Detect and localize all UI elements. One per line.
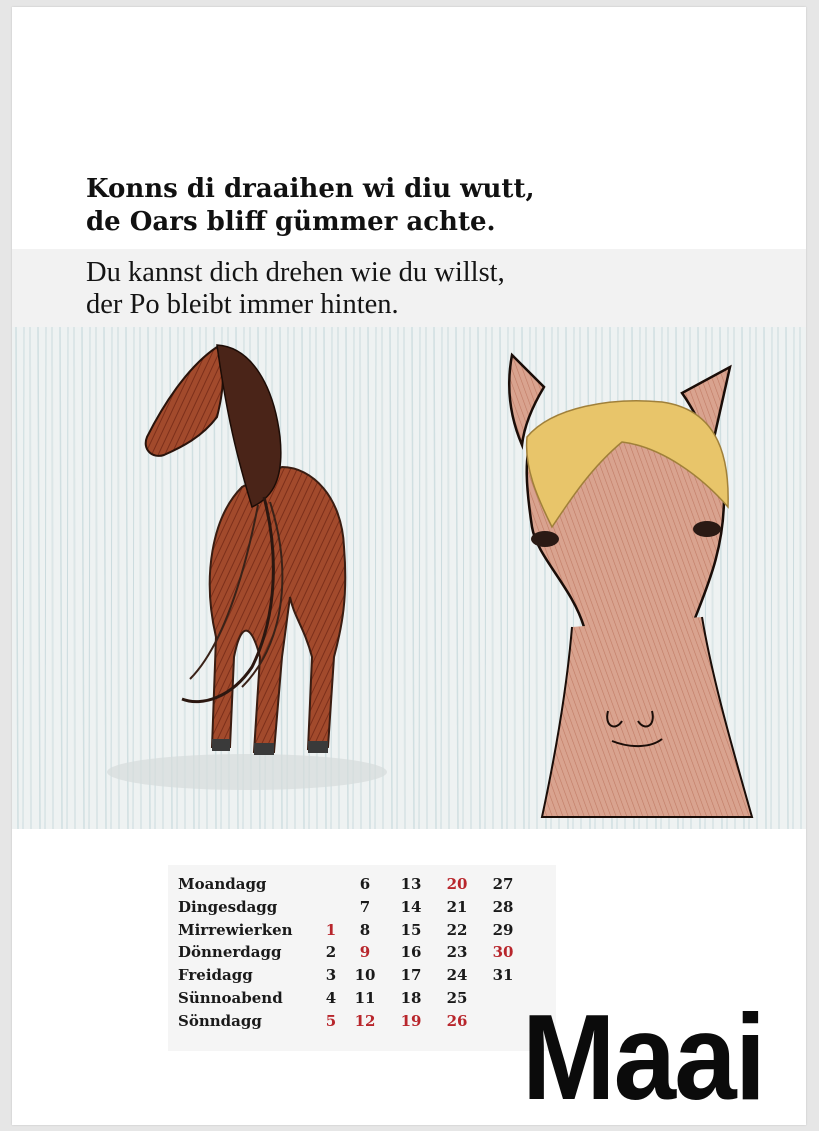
proverb-dialect-line-1: Konns di draaihen wi diu wutt, <box>86 174 535 204</box>
date-cell: 8 <box>359 920 371 939</box>
date-cell: 22 <box>446 920 468 939</box>
date-cell: 5 <box>325 1011 337 1030</box>
weekday-label: Moandagg <box>178 875 267 893</box>
calendar-row <box>178 1010 526 1033</box>
calendar-row <box>178 941 526 964</box>
date-cell: 12 <box>354 1011 376 1030</box>
date-cell: 16 <box>400 943 422 962</box>
proverb-translation-line-2: der Po bleibt immer hinten. <box>86 289 399 320</box>
month-calendar <box>178 873 526 1033</box>
date-cell: 11 <box>354 988 376 1007</box>
date-cell: 3 <box>325 966 337 985</box>
weekday-label: Mirrewierken <box>178 920 293 939</box>
calendar-row <box>178 987 526 1010</box>
weekday-label: Sünnoabend <box>178 988 283 1007</box>
weekday-label: Sönndagg <box>178 1011 262 1030</box>
date-cell: 29 <box>492 920 514 939</box>
date-cell: 20 <box>446 875 468 893</box>
calendar-page <box>12 7 806 1125</box>
proverb-translation-line-1: Du kannst dich drehen wie du willst, <box>86 257 505 288</box>
calendar-row <box>178 964 526 987</box>
weekday-label: Dingesdagg <box>178 897 278 916</box>
date-cell <box>320 896 342 919</box>
date-cell: 10 <box>354 966 376 985</box>
date-cell <box>480 987 526 1010</box>
date-cell: 17 <box>400 966 422 985</box>
date-cell: 14 <box>400 897 422 916</box>
date-cell: 18 <box>400 988 422 1007</box>
date-cell: 4 <box>325 988 337 1007</box>
date-cell: 7 <box>359 897 371 916</box>
date-cell: 24 <box>446 966 468 985</box>
date-cell: 13 <box>400 875 422 893</box>
date-cell <box>480 1010 526 1033</box>
date-cell: 1 <box>325 920 337 939</box>
date-cell: 31 <box>492 966 514 985</box>
proverb-dialect <box>86 173 535 239</box>
date-cell: 21 <box>446 897 468 916</box>
date-cell: 30 <box>492 943 514 962</box>
date-cell: 15 <box>400 920 422 939</box>
date-cell: 19 <box>400 1011 422 1030</box>
date-cell: 25 <box>446 988 468 1007</box>
date-cell: 2 <box>325 943 337 962</box>
calendar-row <box>178 919 526 942</box>
weekday-label: Dönnerdagg <box>178 943 282 962</box>
calendar-row <box>178 896 526 919</box>
date-cell: 27 <box>492 875 514 893</box>
calendar-row <box>178 873 526 896</box>
horse-drawing <box>12 327 806 829</box>
date-cell: 6 <box>359 875 371 893</box>
date-cell <box>320 873 342 896</box>
date-cell: 26 <box>446 1011 468 1030</box>
horse-drawing-svg <box>12 327 806 829</box>
date-cell: 9 <box>359 943 371 962</box>
proverb-dialect-line-2: de Oars bliff gümmer achte. <box>86 207 496 237</box>
month-title: Maai <box>522 989 765 1125</box>
date-cell: 23 <box>446 943 468 962</box>
date-cell: 28 <box>492 897 514 916</box>
proverb-translation <box>86 257 505 321</box>
weekday-label: Freidagg <box>178 966 253 985</box>
